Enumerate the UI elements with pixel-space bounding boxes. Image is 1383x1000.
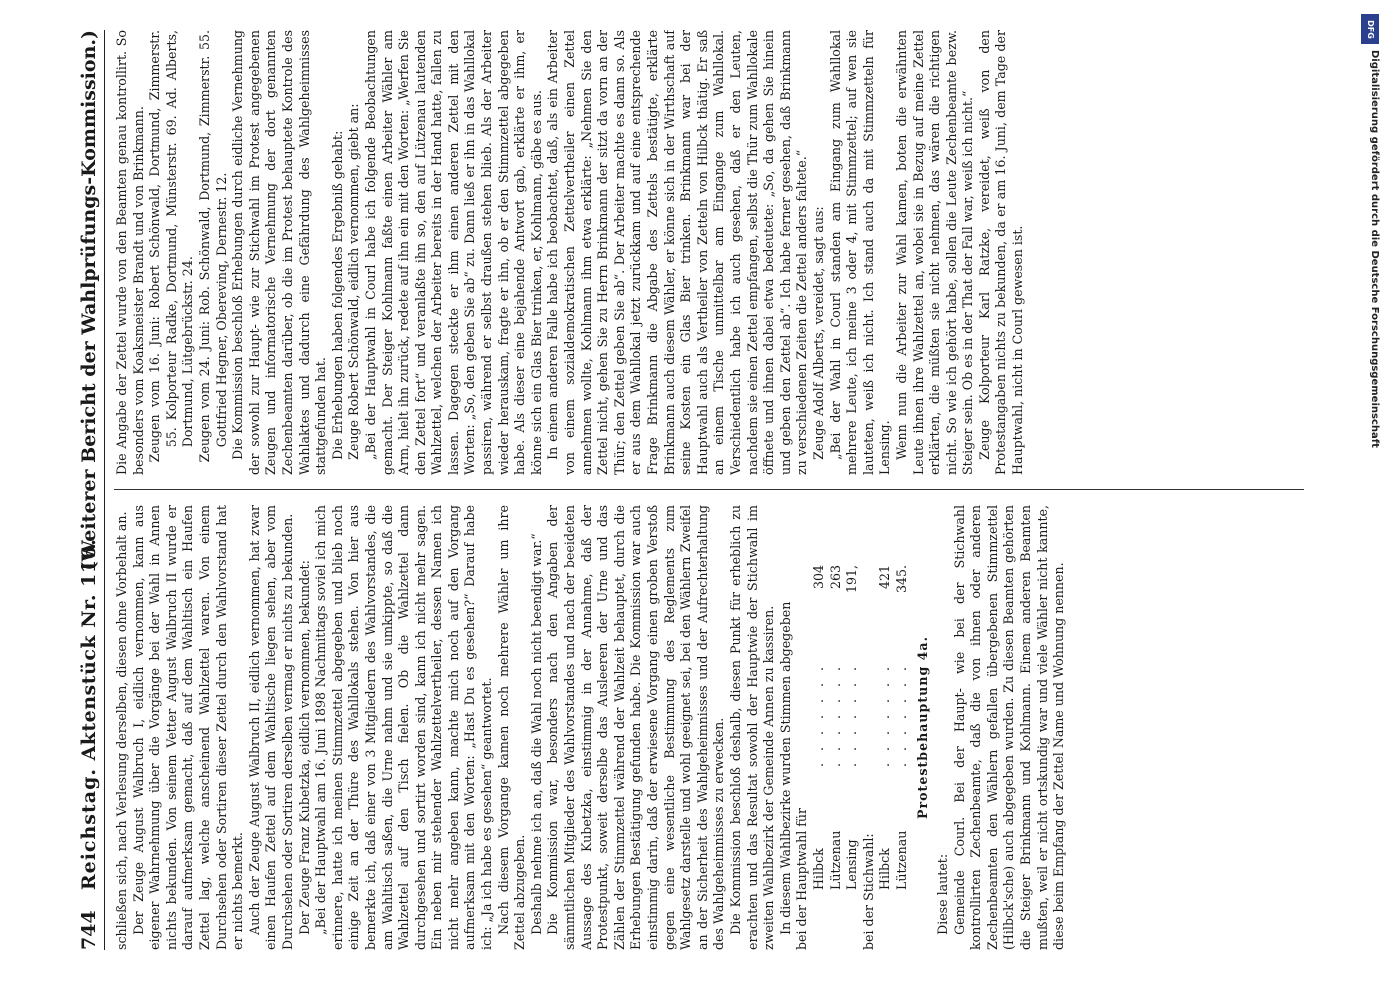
digitization-sidebar (1358, 10, 1382, 1000)
digitization-credit: Digitalisierung gefördert durch die Deutsche Forschungsgemeinschaft (1369, 50, 1380, 448)
paragraph: „Bei der Hauptwahl in Courl habe ich folgende Beobachtungen gemacht. Der Steiger Kohlmann faßte einen Arbeiter Wähler am Arm, hielt ihn zurück, redete auf ihn ein mit den Worten: „Werfen Sie den Zettel fort“ und veranlaßte ihn so, den auf Lützenau lautenden Wahlzettel, welchen der Arbeiter bereits in der Hand hatte, fallen zu lassen. Dagegen steckte er ihm einen anderen Zettel mit den Worten: „So, den geben Sie ab“ zu. Dann ließ er ihn in das Wahllokal passiren, während er selbst draußen stehen blieb. Als der Arbeiter wieder herauskam, fragte er ihn, ob er den Stimmzettel abgegeben habe. Als dieser eine bejahende Antwort gab, erklärte er ihm, er könne sich ein Glas Bier trinken, er, Kohlmann, gäbe es aus. (362, 30, 544, 475)
paragraph: Die Kommission beschloß deshalb, diesen Punkt für erheblich zu erachten und das Resultat sowohl der Hauptwie der Stichwahl im zweiten Wahlbezirk der Gemeinde Annen zu kassiren. (727, 505, 777, 950)
table-row: Lützenau . . . . . . . 263 (827, 565, 843, 890)
running-title: Reichstag. (78, 768, 100, 891)
table-row: Lensing . . . . . . . 191, (844, 565, 860, 890)
paragraph: Auch der Zeuge August Walbruch II, eidlich vernommen, hat zwar einen Haufen Zettel auf dem Wahltische liegen sehen, aber vom Durchsehen oder Sortiren derselben vermag er nichts zu bekunden. (246, 505, 295, 950)
table-row: Lützenau . . . . . . . 345. (893, 565, 909, 890)
dfg-logo: DFG (1361, 14, 1379, 44)
page-number: 744 (78, 910, 100, 950)
paragraph: Die Kommission war, besonders nach den Angaben der sämmtlichen Mitglieder des Wahlvorstandes und nach der beeideten Aussage des Kubetzka, einstimmig in der Annahme, daß der Protestpunkt, soweit derselbe das Ausleeren der Urne und das Zählen der Stimmzettel während der Wahlzeit behauptet, durch die Erhebungen Bestätigung gefunden habe. Die Kommission war auch einstimmig darin, daß der erwiesene Vorgang einen groben Verstoß gegen eine wesentliche Bestimmung des Reglements zum Wahlgesetz darstelle und wohl geeignet sei, bei den Wählern Zweifel an der Sicherheit des Wahlgeheimnisses und der Aufrechterhaltung des Wahlgeheimnisses zu erwecken. (545, 505, 727, 950)
paragraph: schließen sich, nach Verlesung derselben, diesen ohne Vorbehalt an. (114, 511, 129, 950)
paragraph: Wenn nun die Arbeiter zur Wahl kamen, boten die erwähnten Leute ihnen ihre Wahlzettel an, wobei sie in Bezug auf meine Zettel erklärten, die müßten sie nicht nehmen, das wären die richtigen nicht. So wie ich gehört habe, sollen die Leute Zechenbeamte bezw. Steiger sein. Ob es in der That der Fall war, weiß ich nicht.“ (893, 30, 976, 475)
section-title: (Weiterer Bericht der Wahlprüfungs-Kommission.) (78, 30, 100, 571)
paragraph: In diesem Wahlbezirke wurden Stimmen abgegeben (777, 601, 793, 935)
paragraph: „Bei der Wahl in Courl standen am Eingang zum Wahllokal mehrere Leute, ich meine 3 oder 4, mit Stimmzettel; auf wen sie lauteten, weiß ich nicht. Ich stand auch da mit Stimmzetteln für Lensing. (827, 30, 893, 475)
table-row: Hilbck . . . . . . . 421 (877, 565, 893, 890)
left-column (114, 505, 1304, 950)
paragraph: Die Angabe der Zettel wurde von den Beamten genau kontrollirt. So besonders vom Koaksmeister Brandt und von Brinkmann. (114, 30, 146, 475)
right-column (114, 30, 1304, 475)
vote-table (794, 505, 910, 950)
paragraph: Zeuge Robert Schönwald, eidlich vernommen, giebt an: (346, 103, 362, 460)
table-row: Hilbck . . . . . . . 304 (810, 565, 826, 890)
witness-list: Zeugen vom 24. Juni: Rob. Schönwald, Dortmund, Zimmerstr. 55. Gottfried Hegner, Oberevinq, Dernestr. 12. (196, 30, 229, 463)
paragraph: Nach diesem Vorgange kamen noch mehrere Wähler um ihre Zettel abzugeben. (495, 505, 528, 950)
column-divider (114, 489, 1304, 490)
witness-list: Zeugen vom 16. Juni: Robert Schönwald, Dortmund, Zimmerstr. 55. Kolporteur Radke, Dortmund, Münsterstr. 69. Ad. Alberts, Dortmund, Lütgebrückstr. 24. (147, 30, 196, 463)
paragraph: Zeuge Adolf Alberts, vereidet, sagt aus: (810, 206, 826, 460)
paragraph: Die Erhebungen haben folgendes Ergebniß gehabt: (329, 130, 345, 460)
page-header (50, 30, 100, 950)
hauptwahl-label: bei der Hauptwahl für (794, 807, 810, 950)
paragraph: Deshalb nehme ich an, daß die Wahl noch nicht beendigt war.“ (528, 533, 544, 935)
paragraph: In einem anderen Falle habe ich beobachtet, daß, als ein Arbeiter von einem sozialdemokratischen Zettelvertheiler einen Zettel annehmen wollte, Kohlmann ihm etwa erklärte: „Nehmen Sie den Zettel nicht, gehen Sie zu Herrn Brinkmann der sitzt da vorn an der Thür; den Zettel geben Sie ab“. Der Arbeiter machte es dann so. Als er aus dem Wahllokal jetzt zurückkam und auf eine entsprechende Frage Brinkmann die Abgabe des Zettels bestätigte, erklärte Brinkmann auch diesem Wähler, er könne sich in der Wirthschaft auf seine Kosten ein Glas Bier trinken. Brinkmann war bei der Hauptwahl auch als Vertheiler von Zetteln von Hilbck thätig. Er saß an einem Tische unmittelbar am Eingange zum Wahllokal. Verschiedentlich habe ich auch gesehen, daß er den Leuten, nachdem sie einen Zettel empfangen, selbst die Thür zum Wahllokale öffnete und ihnen dabei etwa bedeutete: „So, da gehen Sie hinein und geben den Zettel ab“. Ich habe ferner gesehen, daß Brinkmann zu verschiedenen Zeiten die Zettel anders faltete.“ (545, 30, 810, 475)
paragraph: Gemeinde Courl. Bei der Haupt- wie bei der Stichwahl kontrollirten Zechenbeamte, daß die von ihnen oder anderen Zechenbeamten den Wählern gefallen übergebenen Stimmzettel (Hilbck'sche) auch abgegeben wurden. Zu diesen Beamten gehörten die Steiger Brinkmann und Kohlmann. Einem anderen Beamten mußten, weil er nicht ortskundig war und viele Wähler nicht kannte, diese beim Empfang der Zettel Name und Wohnung nennen. (951, 505, 1067, 950)
paragraph: „Bei der Hauptwahl am 16. Juni 1898 Nachmittags soviel ich mich erinnere, hatte ich meinen Stimmzettel abgegeben und blieb noch einige Zeit an der Thüre des Wahllokals stehen. Von hier aus bemerkte ich, daß einer von 3 Mitgliedern des Wahlvorstandes, die am Wahltisch saßen, die Urne nahm und sie umkippte, so daß die Wahlzettel auf den Tisch fielen. Ob die Wahlzettel dann durchgesehen und sortirt worden sind, kann ich nicht mehr sagen. Ein neben mir stehender Wahlzettelvertheiler, dessen Namen ich nicht mehr angeben kann, machte mich noch auf den Vorgang aufmerksam mit den Worten: „Hast Du es gesehen?“ Darauf habe ich: „Ja ich habe es gesehen“ geantwortet. (313, 505, 495, 950)
paragraph: Zeuge Kolporteur Karl Ratzke, vereidet, weiß von den Protestangaben nichts zu bekunden, da er am 16. Juni, dem Tage der Hauptwahl, nicht in Courl gewesen ist. (976, 30, 1026, 475)
rotated-page (50, 30, 1310, 950)
section-heading: Protestbehauptung 4a. (914, 636, 930, 819)
paragraph: Der Zeuge Franz Kubetzka, eidlich vernommen, bekundet: (296, 560, 312, 935)
stichwahl-label: bei der Stichwahl: (860, 833, 876, 950)
paragraph: Der Zeuge August Walbruch I, eidlich vernommen, kann aus eigener Wahrnehmung über die Vorgänge bei der Wahl in Annen nichts bekunden. Von seinem Vetter August Walbruch II wurde er darauf aufmerksam gemacht, daß auf dem Wahltisch ein Haufen Zettel lag, welche anscheinend Wahlzettel waren. Von einem Durchsehen oder Sortiren dieser Zettel durch den Wahlvorstand hat er nichts bemerkt. (130, 505, 246, 950)
paragraph: Diese lautet: (935, 853, 951, 935)
paragraph: Die Kommission beschloß Erhebungen durch eidliche Vernehmung der sowohl zur Haupt- wie zur Stichwahl im Protest angegebenen Zeugen und informatorische Vernehmung der dort genannten Zechenbeamten darüber, ob die im Protest behauptete Kontrole des Wahlaktes und dadurch eine Gefährdung des Wahlgeheimnisses stattgefunden hat. (230, 30, 329, 475)
header-rule (104, 30, 105, 950)
document-number: Aktenstück Nr. 116. (78, 538, 100, 761)
